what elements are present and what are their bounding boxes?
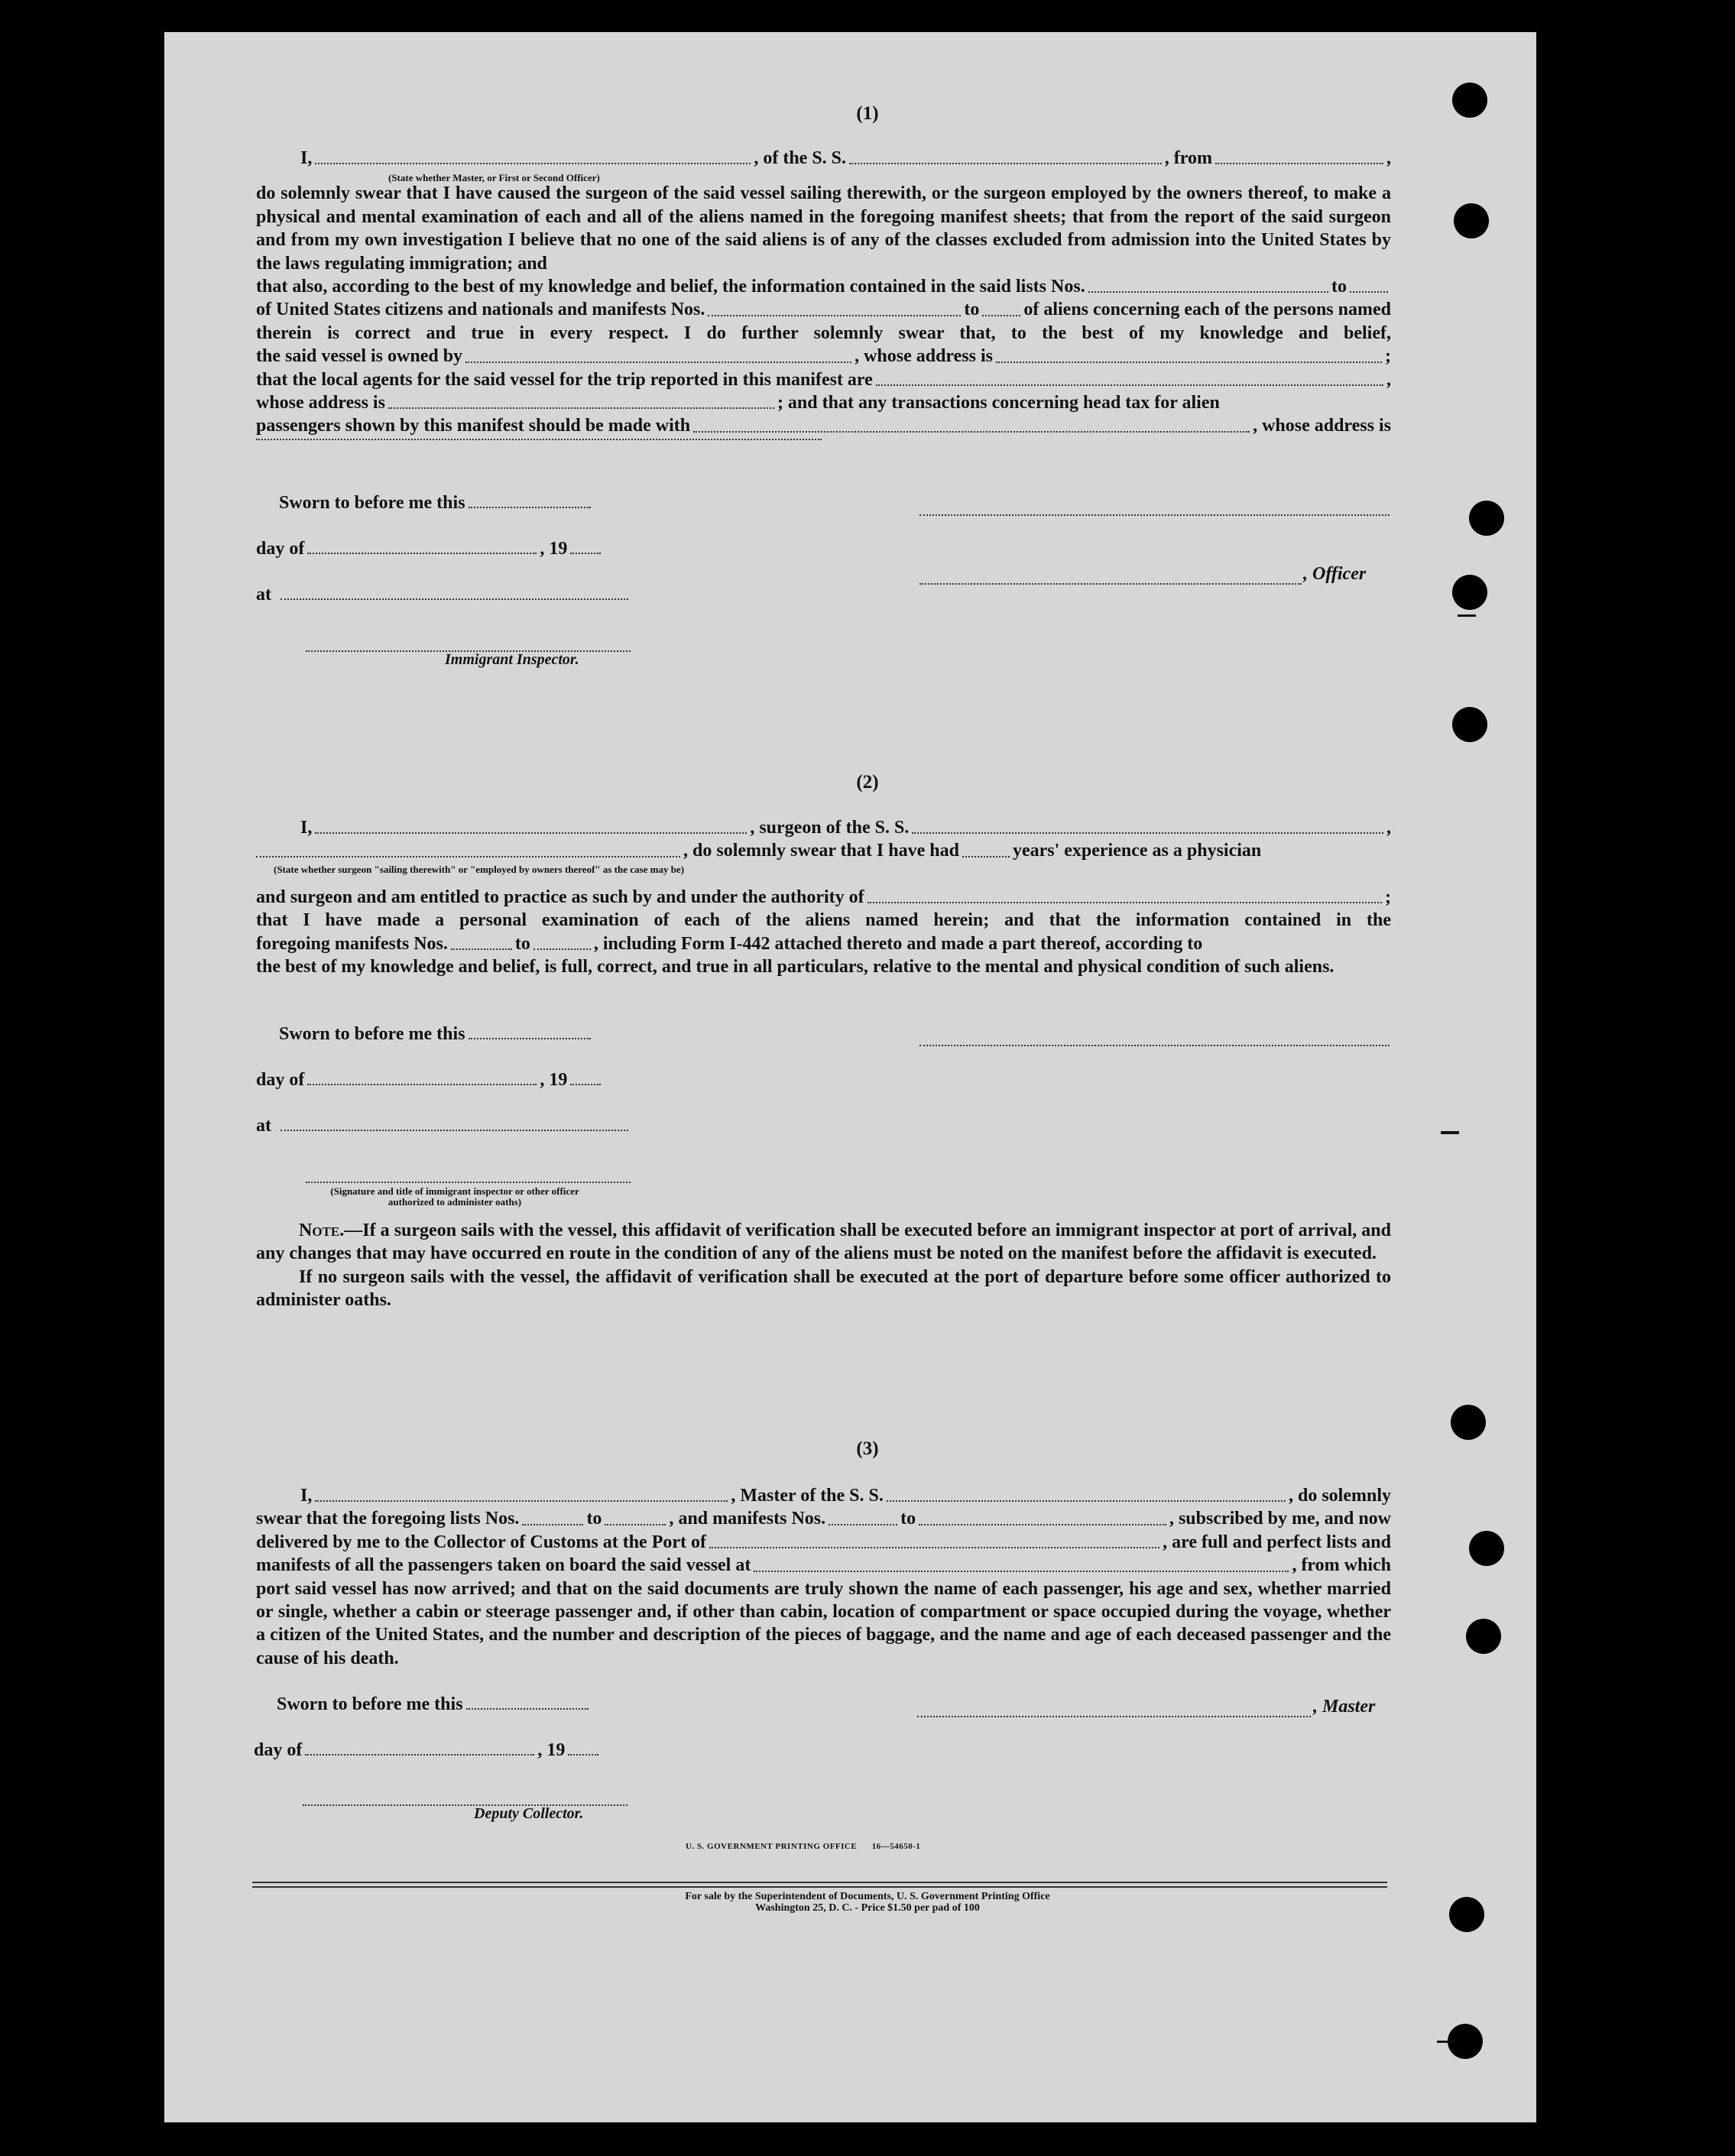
s3-sworn-date-field[interactable] [466,1707,589,1710]
s1-lists-text: that also, according to the best of my knowledge and belief, the information contained in the said lists Nos. [256,277,1085,297]
s3-master-of-label: , Master of the S. S. [731,1486,884,1506]
s2-paragraph-4: the best of my knowledge and belief, is full, correct, and true in all particulars, relative to the mental and physical condition of such aliens. [256,957,1334,977]
s2-manifests-to-label: to [514,933,530,954]
binder-hole-4 [1452,575,1487,610]
sale-notice-1: For sale by the Superintendent of Documents, U. S. Government Printing Office [685,1891,1050,1902]
s1-day-line [256,539,604,559]
binder-hole-3 [1469,501,1504,536]
s1-i-label: I, [300,148,313,168]
s3-sworn-label: Sworn to before me this [277,1694,463,1714]
s3-boarded-port-field[interactable] [754,1570,1289,1572]
s2-solemnly-text: , do solemnly swear that I have had [683,841,959,861]
s1-semicolon: ; [1385,346,1392,367]
s1-line-1 [256,147,1391,170]
s3-day-line [254,1740,602,1761]
s2-i-label: I, [300,818,313,838]
s2-manifests-to-field[interactable] [533,948,591,950]
s1-lists-to-label: to [1331,277,1347,297]
s2-at-label: at [256,1116,271,1136]
s2-authority-field[interactable] [867,901,1382,903]
s3-lists-from-field[interactable] [522,1523,583,1525]
section-3 [256,1484,1391,1670]
gpo-imprint: U. S. GOVERNMENT PRINTING OFFICE 16—54650-1 [686,1842,921,1851]
s1-owned-by-text: the said vessel is owned by [256,346,463,367]
s2-note [256,1219,1391,1312]
s3-manifests-text: , and manifests Nos. [669,1509,826,1529]
s2-day-label: day of [256,1070,305,1090]
s1-aliens-text: of aliens concerning each of the persons named [1023,300,1391,320]
s1-sworn-line [279,493,594,514]
s3-day-label: day of [254,1740,303,1760]
s1-at-line [256,585,631,605]
s2-paragraph-2: that I have made a personal examination of each of the aliens named herein; and that the information contained in the [256,910,1391,931]
s2-inspector-signature-line[interactable] [306,1181,631,1183]
s1-at-field[interactable] [281,598,628,600]
s1-sworn-label: Sworn to before me this [279,493,465,513]
s1-year-field[interactable] [570,552,601,554]
s1-head-tax-address-label: , whose address is [1253,416,1391,436]
s1-day-label: day of [256,539,305,559]
sale-notice-2: Washington 25, D. C. - Price $1.50 per pad of 100 [755,1902,980,1914]
s1-line-address-cont [256,438,1391,446]
s2-note-label: Note. [299,1221,345,1240]
s1-day-field[interactable] [307,552,537,554]
s3-line-3 [256,1531,1391,1554]
s3-lists-to-field[interactable] [605,1523,666,1525]
s3-lists-text: swear that the foregoing lists Nos. [256,1509,520,1529]
s2-note-2: If no surgeon sails with the vessel, the affidavit of verification shall be executed at the port of departure before some officer authorized to administer oaths. [256,1266,1391,1311]
s2-status-caption: (State whether surgeon "sailing therewith" or "employed by owners thereof" as the case may be) [274,864,685,875]
s2-surgeon-signature-line[interactable] [919,1044,1390,1046]
s3-master-signature-line[interactable] [917,1715,1311,1717]
s3-line-1 [256,1484,1391,1507]
s3-master-caption: , Master [1313,1697,1376,1717]
s1-manifests-from-field[interactable] [708,314,961,316]
binder-hole-6 [1451,1405,1486,1440]
s1-year-label: , 19 [540,539,568,559]
s1-from-port-field[interactable] [1215,162,1383,164]
section-2-heading: (2) [856,772,879,793]
s1-officer-signature-line-1[interactable] [919,514,1390,516]
section-1-heading: (1) [856,103,879,124]
s2-note-1-text: —If a surgeon sails with the vessel, this affidavit of verification shall be executed before an immigrant inspector at port of arrival, and any changes that may have occurred en route in the condition of any of the aliens must be noted on the manifest before the affidavit is executed. [256,1221,1391,1264]
s2-sworn-line [279,1024,594,1045]
s1-agent-address-field[interactable] [388,407,774,409]
s1-line-manifests [256,298,1391,321]
s2-comma: , [1386,818,1391,838]
s2-at-field[interactable] [281,1129,628,1131]
s2-sworn-date-field[interactable] [469,1037,591,1039]
s2-sworn-label: Sworn to before me this [279,1024,465,1044]
s3-port-field[interactable] [709,1546,1159,1548]
s1-head-tax-address-field[interactable] [256,438,822,440]
binder-hole-8 [1466,1619,1501,1654]
s1-rank-caption: (State whether Master, or First or Second Officer) [388,172,600,183]
edge-mark-3 [1437,2041,1454,2043]
s2-signature-caption: (Signature and title of immigrant inspector or other officer authorized to administer oaths) [330,1185,579,1208]
s1-line-agents [256,368,1391,391]
s3-i-label: I, [300,1486,313,1506]
s1-from-label: , from [1164,148,1212,168]
s3-deputy-caption: Deputy Collector. [474,1805,584,1822]
section-3-heading: (3) [856,1438,879,1459]
footer-rule-1 [252,1882,1387,1883]
s3-vessel-name-field[interactable] [887,1499,1286,1502]
s3-manifests-to-field[interactable] [919,1523,1166,1525]
s1-manifests-to-field[interactable] [982,314,1020,316]
binder-hole-7 [1469,1531,1504,1566]
s3-paragraph: port said vessel has now arrived; and that on the said documents are truly shown the name of each passenger, his age and sex, whether married or single, whether a cabin or steerage passenger and, if other than cabin, location of compartment or space occupied during the voyage, whether a citizen of the United States, and the number and description of the pieces of baggage, and the name and age of each deceased passenger and the cause of his death. [256,1578,1391,1668]
s1-paragraph-1: do solemnly swear that I have caused the surgeon of the said vessel sailing therewith, or the surgeon employed by the owners thereof, to make a physical and mental examination of each and all of the aliens named in the foregoing manifest sheets; that from the report of the said surgeon and from my own investigation I believe that no one of the said aliens is of any of the classes excluded from admission into the United States by the laws regulating immigration; and [256,183,1391,274]
s1-agents-comma: , [1386,369,1391,390]
s1-agents-text: that the local agents for the said vessel for the trip reported in this manifest are [256,369,873,390]
s1-made-with-text: passengers shown by this manifest should be made with [256,416,691,436]
s1-inspector-caption: Immigrant Inspector. [445,651,579,668]
s1-officer-caption: , Officer [1303,564,1367,584]
binder-hole-2 [1454,203,1489,238]
s3-line-4 [256,1554,1391,1577]
s2-surgeon-of-label: , surgeon of the S. S. [750,818,910,838]
binder-hole-5 [1452,707,1487,742]
s1-owner-address-field[interactable] [996,361,1382,363]
edge-mark-2 [1441,1131,1459,1134]
s3-year-field[interactable] [568,1753,598,1756]
s2-vessel-name-field[interactable] [912,832,1383,834]
s2-semicolon: ; [1385,887,1391,907]
s1-vessel-name-field[interactable] [849,162,1162,164]
s2-authority-text: and surgeon and am entitled to practice as such by and under the authority of [256,887,864,907]
s1-of-ss-label: , of the S. S. [754,148,847,168]
s2-form-text: , including Form I-442 attached thereto and made a part thereof, according to [593,933,1203,954]
s1-line-head-tax [256,414,1391,437]
s1-head-tax-agent-field[interactable] [693,430,1250,433]
s2-line-authority [256,886,1391,909]
section-2 [256,816,1391,978]
s3-port-text: delivered by me to the Collector of Customs at the Port of [256,1532,706,1552]
s2-note-1 [256,1219,1391,1266]
s1-comma: , [1386,148,1391,168]
s1-agent-address-label: whose address is [256,393,385,413]
s1-officer-signature-line-2[interactable] [919,582,1302,585]
s2-line-manifests [256,932,1391,955]
s1-owner-field[interactable] [465,361,851,363]
s2-year-label: , 19 [540,1070,568,1090]
s1-manifests-to-label: to [964,300,980,320]
s1-owner-address-label: , whose address is [855,346,993,367]
s3-full-lists-text: , are full and perfect lists and [1163,1532,1391,1552]
s1-line-lists [256,275,1391,298]
s1-head-tax-text: ; and that any transactions concerning head tax for alien [777,393,1220,413]
s1-lists-to-field[interactable] [1350,290,1388,293]
s2-surgeon-name-field[interactable] [315,832,747,834]
s2-experience-text: years' experience as a physician [1012,841,1262,861]
s3-manifests-from-field[interactable] [829,1523,897,1525]
s3-from-which-text: , from which [1292,1555,1391,1576]
s3-year-label: , 19 [537,1740,566,1760]
s2-line-1 [256,816,1391,839]
s1-at-label: at [256,585,271,605]
s3-master-name-field[interactable] [315,1499,728,1502]
s2-years-field[interactable] [962,855,1010,858]
s3-sworn-line [277,1694,592,1715]
s3-manifests-to-label: to [900,1509,916,1529]
s3-lists-to-label: to [586,1509,602,1529]
s1-sworn-date-field[interactable] [469,506,591,508]
s2-line-2 [256,839,1391,862]
s1-line-owner [256,345,1391,368]
edge-mark-1 [1458,614,1476,617]
s3-subscribed-text: , subscribed by me, and now [1169,1509,1391,1529]
s2-manifests-from-field[interactable] [451,948,512,950]
s2-manifests-text: foregoing manifests Nos. [256,933,448,954]
s3-line-2 [256,1507,1391,1530]
s1-line-agent-address [256,391,1391,414]
s3-solemnly-text: , do solemnly [1288,1486,1391,1506]
s2-at-line [256,1116,631,1136]
s1-officer-rank-field[interactable] [315,162,751,164]
footer-rule-2 [252,1886,1387,1888]
s1-paragraph-4: therein is correct and true in every respect. I do further solemnly swear that, to the best of my knowledge and belief, [256,323,1391,343]
s1-agents-field[interactable] [876,384,1383,386]
s2-day-field[interactable] [307,1083,537,1085]
s2-year-field[interactable] [570,1083,601,1085]
s1-lists-from-field[interactable] [1088,290,1328,293]
s3-day-field[interactable] [305,1753,534,1756]
s1-manifests-text: of United States citizens and nationals and manifests Nos. [256,300,705,320]
s2-surgeon-status-field[interactable] [256,855,680,858]
section-1 [256,147,1391,446]
s3-boarded-text: manifests of all the passengers taken on board the said vessel at [256,1555,751,1576]
s2-day-line [256,1070,604,1091]
